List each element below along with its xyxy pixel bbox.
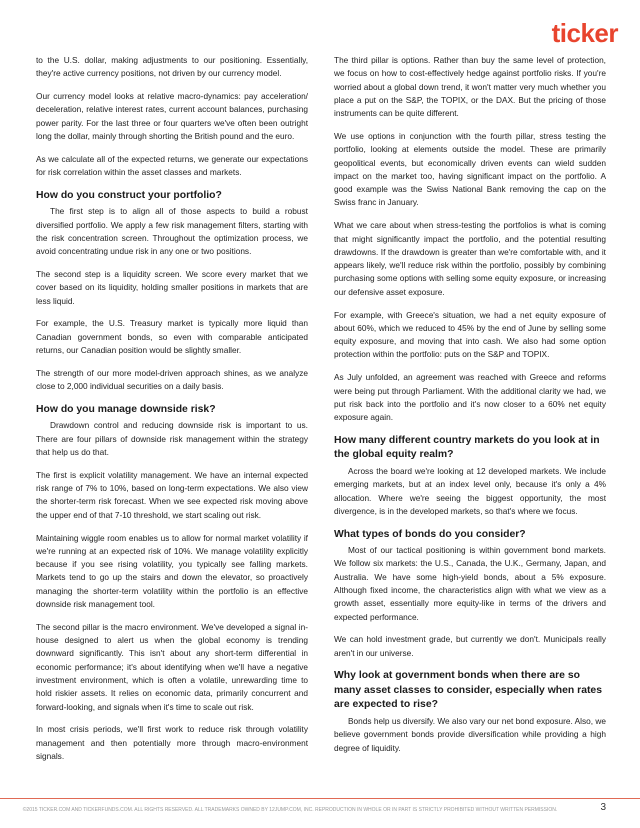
footer-divider	[0, 798, 640, 799]
body-paragraph: For example, with Greece's situation, we had a net equity exposure of about 60%, which we reduced to 45% by the end of June by selling some equity exposure, and moving that into cash. We also had some option protection within the portfolio: puts on the S&P and TOPIX.	[334, 309, 606, 360]
body-paragraph: As we calculate all of the expected returns, we generate our expectations for risk correlation within the asset classes and markets.	[36, 153, 308, 178]
body-paragraph: Bonds help us diversify. We also vary our net bond exposure. Also, we believe government bonds provide diversification while providing a high degree of liquidity.	[334, 715, 606, 753]
footer-copyright: ©2015 TICKER.COM AND TICKERFUNDS.COM. ALL RIGHTS RESERVED. ALL TRADEMARKS OWNED BY 12JUMP.COM, INC. REPRODUCTION IN WHOLE OR IN PART IS STRICTLY PROHIBITED WITHOUT WRITTEN PERMISSION.	[22, 807, 558, 813]
left-column	[36, 54, 308, 773]
section-heading: How do you construct your portfolio?	[36, 189, 222, 201]
body-paragraph: We use options in conjunction with the fourth pillar, stress testing the portfolio, looking at elements outside the model. These are primarily geopolitical events, but economically driven events can wield sudden impact on the market too, having significant impact on the portfolio. A good example was the Swiss National Bank removing the cap on the Swiss franc in January.	[334, 130, 606, 208]
body-paragraph: The second pillar is the macro environment. We've developed a signal in-house designed to alert us when the global economy is trending downward significantly. This isn't about any short-term differential in economic performance; it's about identifying when we'll have a negative investment environment, which is often a volatile, unrewarding time to hold riskier assets. It relies on economic data, primarily concurrent and forward-looking, and signals when it's time to scale out risk.	[36, 621, 308, 712]
body-paragraph: The third pillar is options. Rather than buy the same level of protection, we focus on how to cost-effectively hedge against portfolio risks. If you're worried about a global down trend, it won't matter very much whether you place a put on the S&P, the TOPIX, or the DAX. But the pricing of those instruments can be quite different.	[334, 55, 606, 119]
body-paragraph: In most crisis periods, we'll first work to reduce risk through volatility management and then potentially more through macro-environment signals.	[36, 724, 308, 761]
body-paragraph: The first step is to align all of those aspects to build a robust diversified portfolio. We apply a few risk management filters, starting with the risk concentration screen. Throughout the optimization process, we avoid concentrating undue risk in any one or two positions.	[36, 206, 308, 257]
body-paragraph: We can hold investment grade, but currently we don't. Municipals really aren't in our universe.	[334, 634, 606, 658]
section-heading: Why look at government bonds when there are so many asset classes to consider, especially when rates are expected to rise?	[334, 670, 602, 711]
ticker-logo: ticker	[551, 18, 618, 48]
body-paragraph: Maintaining wiggle room enables us to allow for normal market volatility if we're running at an expected risk of 10%. We manage volatility explicitly because if you see rising volatility, you typically see falling markets. Markets tend to go up the stairs and down the elevator, so proactively managing the shorter-term volatility within the portfolio is an effective downside risk management tool.	[36, 532, 308, 609]
body-paragraph: Our currency model looks at relative macro-dynamics: pay acceleration/ deceleration, relative interest rates, current account balances, purchasing power parity. For the last three or four quarters we've often been outright long the dollar, mainly through shorting the British pound and the euro.	[36, 91, 308, 141]
body-paragraph: For example, the U.S. Treasury market is typically more liquid than Canadian government bonds, so even with comparable anticipated returns, our Canadian position would be slightly smaller.	[36, 318, 308, 356]
section-heading: How many different country markets do you look at in the global equity realm?	[334, 434, 600, 461]
body-paragraph: Drawdown control and reducing downside risk is important to us. There are four pillars of downside risk management within the strategy that help us do that.	[36, 420, 308, 458]
page-number: 3	[600, 802, 606, 813]
section-heading: What types of bonds do you consider?	[334, 528, 526, 540]
body-paragraph: The first is explicit volatility management. We have an internal expected risk range of 7% to 10%, based on long-term expectations. We also view the shorter-term risk forecast. When we see expected risk moving above the upper end of that 7-10 threshold, we start scaling out risk.	[36, 469, 308, 520]
body-paragraph: to the U.S. dollar, making adjustments to our positioning. Essentially, they're active currency positions, not driven by our currency model.	[36, 55, 308, 79]
body-paragraph: Most of our tactical positioning is within government bond markets. We follow six markets: the U.S., Canada, the U.K., Germany, Japan, and Australia. We have some high-yield bonds, about a 5% exposure. Although fixed income, the characteristics align with what we view as a growth asset, essentially more equity-like in terms of the drivers and expected performance.	[334, 545, 606, 622]
body-paragraph: Across the board we're looking at 12 developed markets. We include emerging markets, but at an index level only, because it's only a 4% allocation. Where we're seeing the biggest opportunity, the most divergence, is in the developed markets, so that's where we focus.	[334, 465, 606, 516]
section-heading: How do you manage downside risk?	[36, 403, 216, 415]
body-paragraph: What we care about when stress-testing the portfolios is what is coming that might significantly impact the portfolio, and the potential resulting drawdowns. If the drawdown is greater than we're comfortable with, and it appears likely, we'll reduce risk within the portfolio, possibly by combining purchasing some options with selling some equity exposure, or increasing our defensive asset exposure.	[334, 220, 606, 297]
body-paragraph: The strength of our more model-driven approach shines, as we analyze close to 2,000 individual securities on a daily basis.	[36, 367, 308, 392]
right-column	[334, 54, 606, 764]
body-paragraph: The second step is a liquidity screen. We score every market that we cover based on its liquidity, holding smaller positions in markets that are less liquid.	[36, 269, 308, 306]
body-paragraph: As July unfolded, an agreement was reached with Greece and reforms were being put through Parliament. With the additional clarity we had, we put risk back into the portfolio and it's now closer to a 60% net equity exposure again.	[334, 372, 606, 423]
